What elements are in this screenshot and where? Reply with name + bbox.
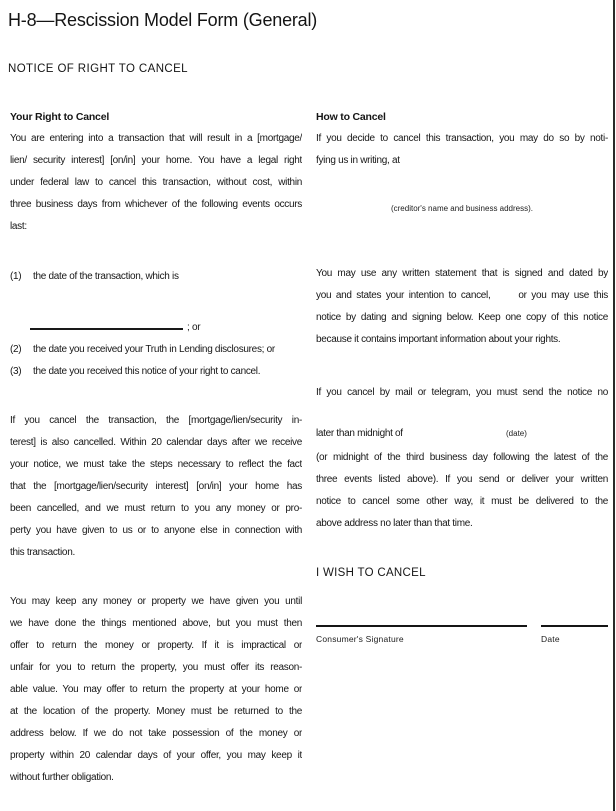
text-line: terest] is also cancelled. Within 20 calendar days after we receive — [10, 437, 302, 448]
text-line: we have done the things mentioned above, but you must then — [10, 618, 302, 629]
form-subtitle: NOTICE OF RIGHT TO CANCEL — [8, 63, 188, 75]
text-line: If you decide to cancel this transaction, you may do so by noti- — [316, 133, 608, 144]
right-column-heading: How to Cancel — [316, 111, 386, 123]
text-line: fying us in writing, at — [316, 155, 400, 166]
text-line: notice to cancel some other way, it must be delivered to the — [316, 496, 608, 507]
date-caption: (date) — [506, 429, 527, 438]
list-item-2-text: the date you received your Truth in Lending disclosures; or — [33, 344, 275, 355]
scan-edge-line — [613, 0, 615, 811]
left-column — [10, 106, 302, 789]
date-cell — [541, 625, 608, 645]
list-item-3-text: the date you received this notice of your right to cancel. — [33, 366, 261, 377]
list-item-3-number: (3) — [10, 366, 22, 377]
paragraph-mail-telegram: If you cancel by mail or telegram, you must send the notice no — [316, 387, 608, 398]
paragraph-your-right — [10, 128, 302, 238]
consumer-signature-line — [316, 625, 527, 627]
consumer-signature-label: Consumer's Signature — [316, 634, 404, 644]
text-line: three business days from whichever of the following events occurs — [10, 199, 302, 210]
text-line: If you cancel the transaction, the [mortgage/lien/security in- — [10, 415, 302, 426]
paragraph-if-you-cancel — [10, 410, 302, 564]
list-item-1-number: (1) — [10, 271, 22, 282]
text-line: three events listed above). If you send or deliver your written — [316, 474, 608, 485]
text-line: you and states your intention to cancel, or you may use this — [316, 290, 608, 301]
transaction-date-fill-in-line — [30, 314, 183, 330]
list-item-2 — [10, 339, 302, 361]
list-item-3 — [10, 361, 302, 383]
date-label: Date — [541, 634, 560, 644]
text-line: (or midnight of the third business day following the latest of the — [316, 452, 608, 463]
text-line: this transaction. — [10, 547, 75, 558]
creditor-address-caption: (creditor's name and business address). — [390, 204, 534, 213]
list-item-1 — [10, 266, 302, 288]
midnight-deadline-row — [316, 423, 608, 445]
text-line: You may keep any money or property we have given you until — [10, 596, 302, 607]
date-line — [541, 625, 608, 627]
text-line: You are entering into a transaction that will result in a [mortgage/ — [10, 133, 302, 144]
text-line: your notice, we must take the steps necessary to reflect the fact — [10, 459, 302, 470]
text-line: address below. If we do not take possession of the money or — [10, 728, 302, 739]
list-item-2-number: (2) — [10, 344, 22, 355]
text-line: offer to return the money or property. If it is impractical or — [10, 640, 302, 651]
text-line: because it contains important information about your rights. — [316, 334, 561, 345]
paragraph-how-to-cancel — [316, 128, 608, 172]
left-column-heading: Your Right to Cancel — [10, 111, 110, 123]
text-line: notice by dating and signing below. Keep one copy of this notice — [316, 312, 608, 323]
text-line: under federal law to cancel this transaction, without cost, within — [10, 177, 302, 188]
list-item-1-text: the date of the transaction, which is — [33, 271, 179, 282]
form-title: H-8—Rescission Model Form (General) — [8, 10, 318, 30]
paragraph-keep-money — [10, 591, 302, 789]
text-line: You may use any written statement that is signed and dated by — [316, 268, 608, 279]
signature-block — [316, 625, 608, 645]
text-line: able value. You may offer to return the property at your home or — [10, 684, 302, 695]
text-line: without further obligation. — [10, 772, 114, 783]
transaction-date-blank-row — [10, 314, 302, 339]
text-line: unfair for you to return the property, you must offer its reason- — [10, 662, 302, 673]
paragraph-third-business-day — [316, 447, 608, 535]
midnight-prefix-text: later than midnight of — [316, 428, 403, 439]
text-line: at the location of the property. Money must be returned to the — [10, 706, 302, 717]
text-line: property within 20 calendar days of your offer, you may keep it — [10, 750, 302, 761]
text-line: been cancelled, and we must return to you any money or pro- — [10, 503, 302, 514]
i-wish-to-cancel-text: I WISH TO CANCEL — [316, 567, 426, 579]
signature-cell — [316, 625, 527, 645]
blank-line-suffix: ; or — [187, 322, 201, 333]
paragraph-written-statement — [316, 263, 608, 351]
text-line: that the [mortgage/lien/security interest] [on/in] your home has — [10, 481, 302, 492]
text-line: perty you have given to us or to anyone else in connection with — [10, 525, 302, 536]
text-line: last: — [10, 221, 27, 232]
text-line: above address no later than that time. — [316, 518, 473, 529]
text-line: lien/ security interest] [on/in] your home. You have a legal right — [10, 155, 302, 166]
right-column — [316, 106, 608, 645]
